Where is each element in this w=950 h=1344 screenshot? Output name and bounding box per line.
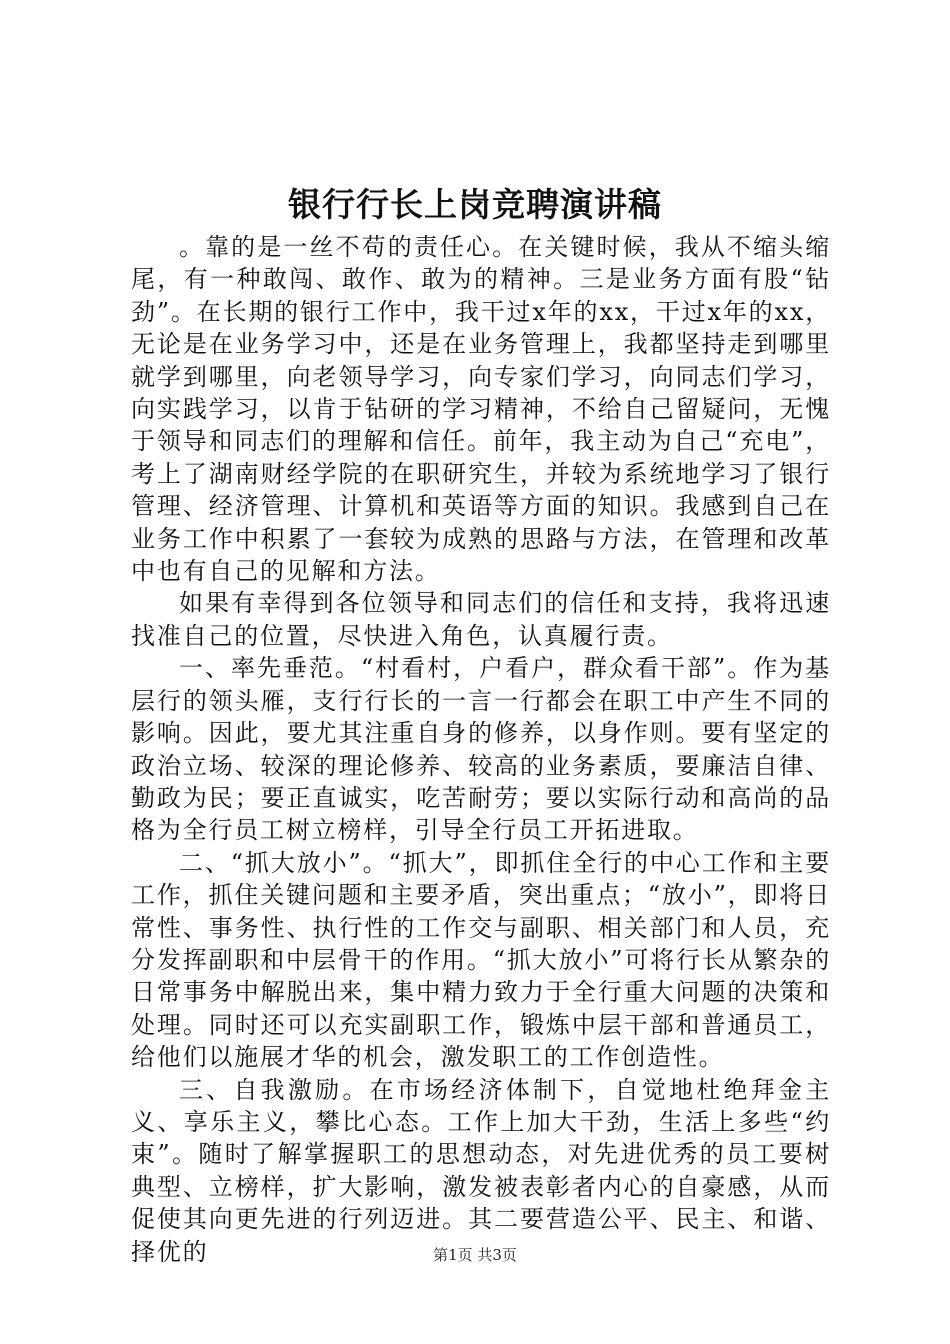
document-title: 银行行长上岗竞聘演讲稿 — [288, 185, 662, 224]
paragraph-1: 。靠的是一丝不苟的责任心。在关键时候，我从不缩头缩尾，有一种敢闯、敢作、敢为的精神。三是业务方面有股“钻劲”。在长期的银行工作中，我干过x年的xx，干过x年的xx，无论是在业务学习中，还是在业务管理上，我都坚持走到哪里就学到哪里，向老领导学习，向专家们学习，向同志们学习，向实践学习，以肯于钻研的学习精神，不给自己留疑问，无愧于领导和同志们的理解和信任。前年，我主动为自己“充电”，考上了湖南财经学院的在职研究生，并较为系统地学习了银行管理、经济管理、计算机和英语等方面的知识。我感到自己在业务工作中积累了一套较为成熟的思路与方法，在管理和改革中也有自己的见解和方法。 — [131, 233, 831, 586]
paragraph-5: 三、自我激励。在市场经济体制下，自觉地杜绝拜金主义、享乐主义，攀比心态。工作上加大干劲，生活上多些“约束”。随时了解掌握职工的思想动态，对先进优秀的员工要树典型、立榜样，扩大影响，激发被表彰者内心的自豪感，从而促使其向更先进的行列迈进。其二要营造公平、民主、和谐、择优的 — [131, 1075, 831, 1266]
paragraph-4: 二、“抓大放小”。“抓大”，即抓住全行的中心工作和主要工作，抓住关键问题和主要矛盾，突出重点；“放小”，即将日常性、事务性、执行性的工作交与副职、相关部门和人员，充分发挥副职和中层骨干的作用。“抓大放小”可将行长从繁杂的日常事务中解脱出来，集中精力致力于全行重大问题的决策和处理。同时还可以充实副职工作，锻炼中层干部和普通员工，给他们以施展才华的机会，激发职工的工作创造性。 — [131, 848, 831, 1072]
document-body — [131, 231, 831, 1268]
paragraph-3: 一、率先垂范。“村看村，户看户，群众看干部”。作为基层行的领头雁，支行行长的一言一行都会在职工中产生不同的影响。因此，要尤其注重自身的修养，以身作则。要有坚定的政治立场、较深的理论修养、较高的业务素质，要廉洁自律、勤政为民；要正直诚实，吃苦耐劳；要以实际行动和高尚的品格为全行员工树立榜样，引导全行员工开拓进取。 — [131, 654, 831, 845]
paragraph-2: 如果有幸得到各位领导和同志们的信任和支持，我将迅速找准自己的位置，尽快进入角色，认真履行责。 — [131, 589, 831, 650]
page-number-footer: 第1页 共3页 — [433, 1246, 517, 1264]
